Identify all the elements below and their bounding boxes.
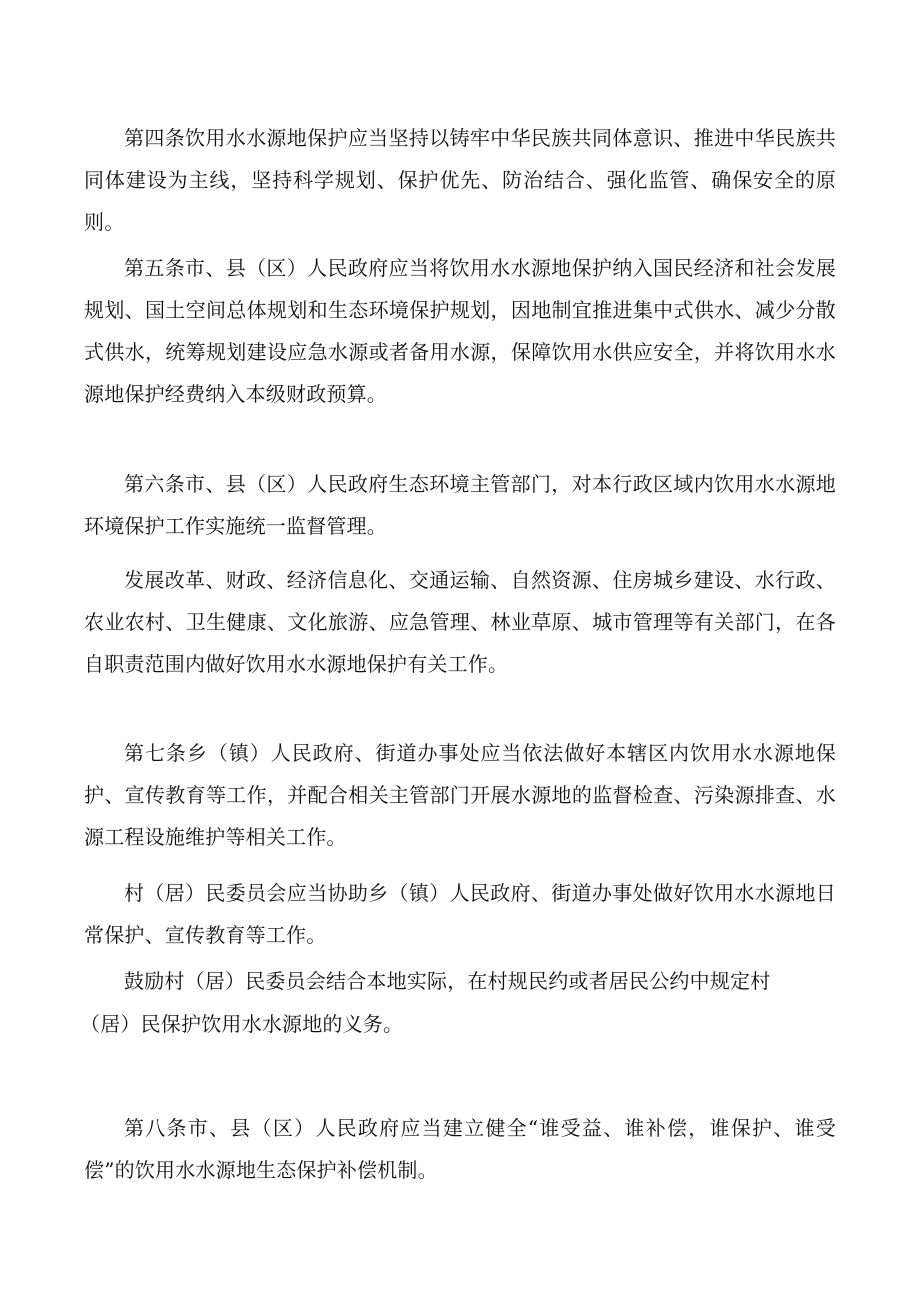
article-6-departments-paragraph: 发展改革、财政、经济信息化、交通运输、自然资源、住房城乡建设、水行政、农业农村、卫生健康、文化旅游、应急管理、林业草原、城市管理等有关部门，在各自职责范围内做好饮用水水源地保护有关工作。 xyxy=(84,568,836,676)
article-7-encourage-paragraph: 鼓励村（居）民委员会结合本地实际，在村规民约或者居民公约中规定村 xyxy=(124,969,771,993)
article-7-village-committee-paragraph: 村（居）民委员会应当协助乡（镇）人民政府、街道办事处做好饮用水水源地日常保护、宣传教育等工作。 xyxy=(84,881,836,947)
article-4-paragraph: 第四条饮用水水源地保护应当坚持以铸牢中华民族共同体意识、推进中华民族共同体建设为主线，坚持科学规划、保护优先、防治结合、强化监管、确保安全的原则。 xyxy=(84,126,836,234)
article-5-paragraph: 第五条市、县（区）人民政府应当将饮用水水源地保护纳入国民经济和社会发展规划、国土空间总体规划和生态环境保护规划，因地制宜推进集中式供水、减少分散式供水，统筹规划建设应急水源或者备用水源，保障饮用水供应安全，并将饮用水水源地保护经费纳入本级财政预算。 xyxy=(84,256,836,406)
article-6-paragraph: 第六条市、县（区）人民政府生态环境主管部门，对本行政区域内饮用水水源地环境保护工作实施统一监督管理。 xyxy=(84,472,836,538)
article-8-paragraph: 第八条市、县（区）人民政府应当建立健全“谁受益、谁补偿，谁保护、谁受偿”的饮用水水源地生态保护补偿机制。 xyxy=(84,1116,836,1182)
article-7-encourage-continuation: （居）民保护饮用水水源地的义务。 xyxy=(80,1012,404,1036)
article-7-paragraph: 第七条乡（镇）人民政府、街道办事处应当依法做好本辖区内饮用水水源地保护、宣传教育等工作，并配合相关主管部门开展水源地的监督检查、污染源排查、水源工程设施维护等相关工作。 xyxy=(84,741,836,849)
